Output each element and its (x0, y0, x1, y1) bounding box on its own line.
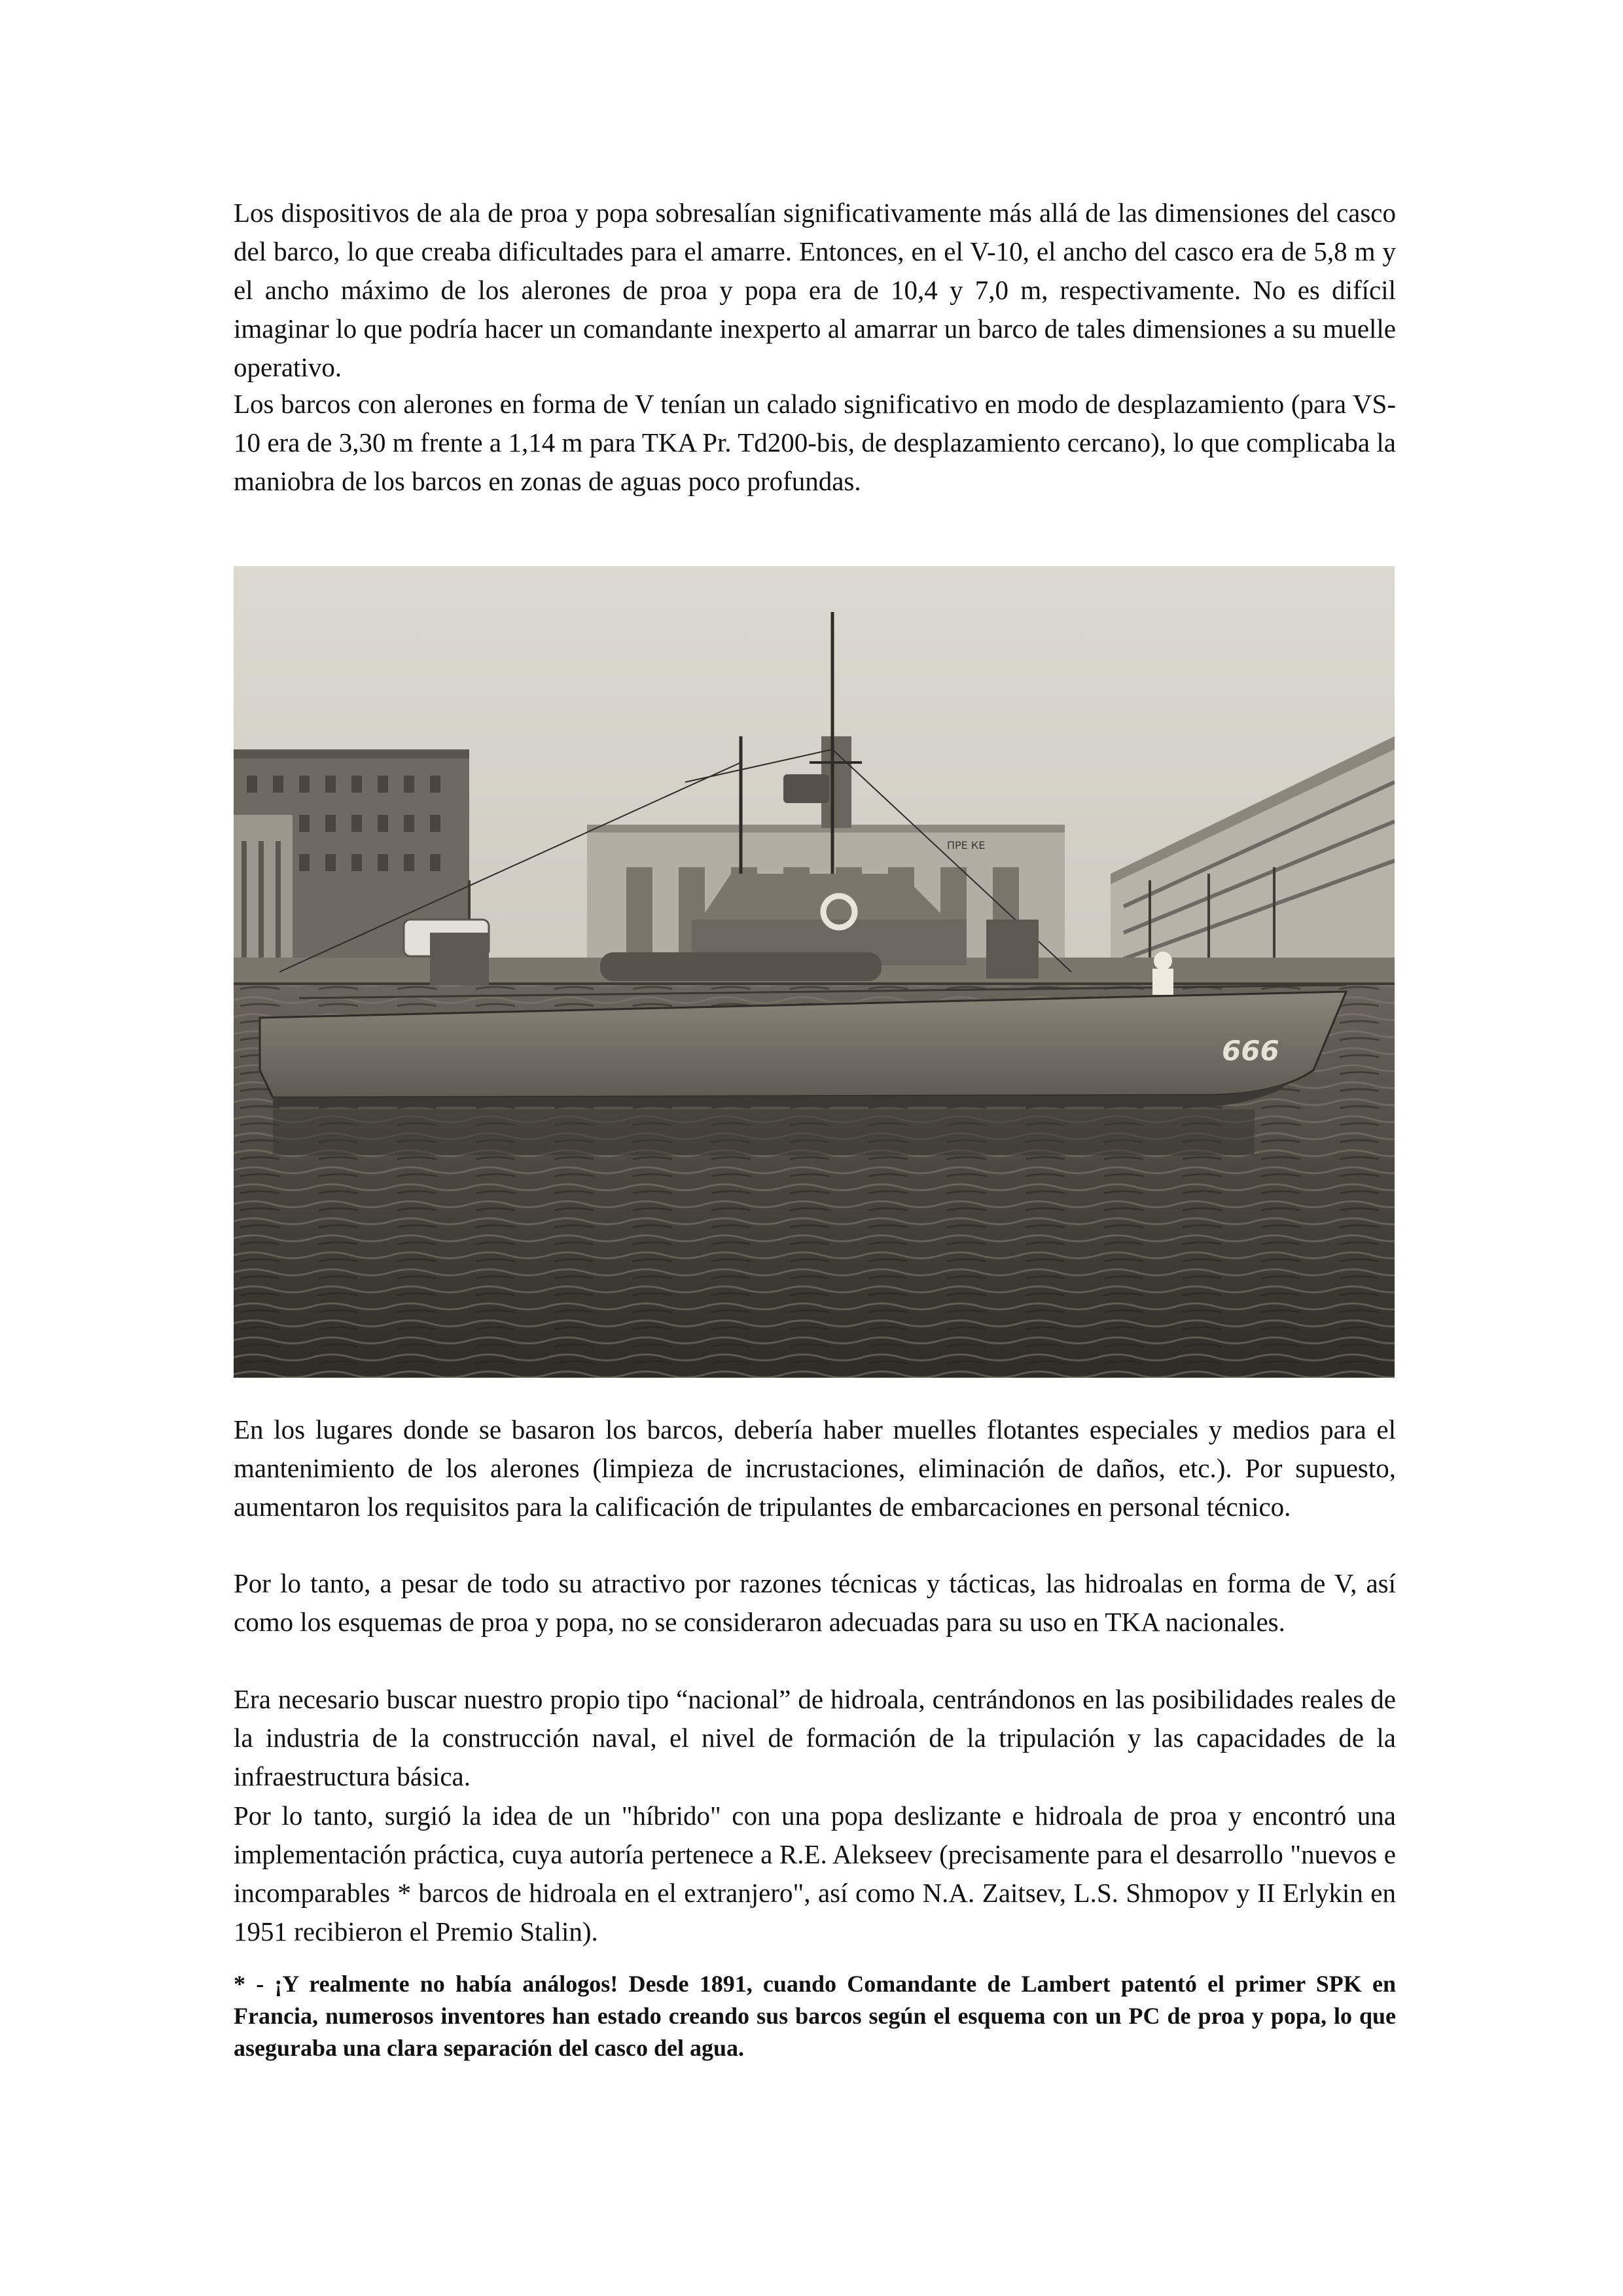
paragraph-1: Los dispositivos de ala de proa y popa sobresalían significativamente más allá de las dimensiones del casco del barco, lo que creaba dificultades para el amarre. Entonces, en el V-10, el ancho del casco era de 5,8 m y el ancho máximo de los alerones de proa y popa era de 10,4 y 7,0 m, respectivamente. No es difícil imaginar lo que podría hacer un comandante inexperto al amarrar un barco de tales dimensiones a su muelle operativo. (234, 198, 1396, 382)
footnote: * - ¡Y realmente no había análogos! Desde 1891, cuando Comandante de Lambert patentó el primer SPK en Francia, numerosos inventores han estado creando sus barcos según el esquema con un PC de proa y popa, lo que aseguraba una clara separación del casco del agua. (234, 1971, 1396, 2061)
patrol-boat-photo (234, 566, 1395, 1378)
paragraph-3: En los lugares donde se basaron los barcos, debería haber muelles flotantes especiales y medios para el mantenimiento de los alerones (limpieza de incrustaciones, eliminación de daños, etc.). Por supuesto, aumentaron los requisitos para la calificación de tripulantes de embarcaciones en personal técnico. (234, 1414, 1396, 1522)
paragraph-4: Por lo tanto, a pesar de todo su atractivo por razones técnicas y tácticas, las hidroalas en forma de V, así como los esquemas de proa y popa, no se consideraron adecuadas para su uso en TKA nacionales. (234, 1568, 1396, 1637)
paragraph-2: Los barcos con alerones en forma de V tenían un calado significativo en modo de desplazamiento (para VS-10 era de 3,30 m frente a 1,14 m para TKA Pr. Td200-bis, de desplazamiento cercano), lo que complicaba la maniobra de los barcos en zonas de aguas poco profundas. (234, 389, 1396, 496)
paragraph-6: Por lo tanto, surgió la idea de un "híbrido" con una popa deslizante e hidroala de proa y encontró una implementación práctica, cuya autoría pertenece a R.E. Alekseev (precisamente para el desarrollo "nuevos e incomparables * barcos de hidroala en el extranjero", así como N.A. Zaitsev, L.S. Shmopov y II Erlykin en 1951 recibieron el Premio Stalin). (234, 1801, 1396, 1946)
building-sign: ПРЕ КЕ (947, 839, 986, 852)
hull-number: 666 (1222, 1035, 1279, 1067)
paragraph-5: Era necesario buscar nuestro propio tipo “nacional” de hidroala, centrándonos en las posibilidades reales de la industria de la construcción naval, el nivel de formación de la tripulación y las capacidades de la infraestructura básica. (234, 1684, 1396, 1791)
